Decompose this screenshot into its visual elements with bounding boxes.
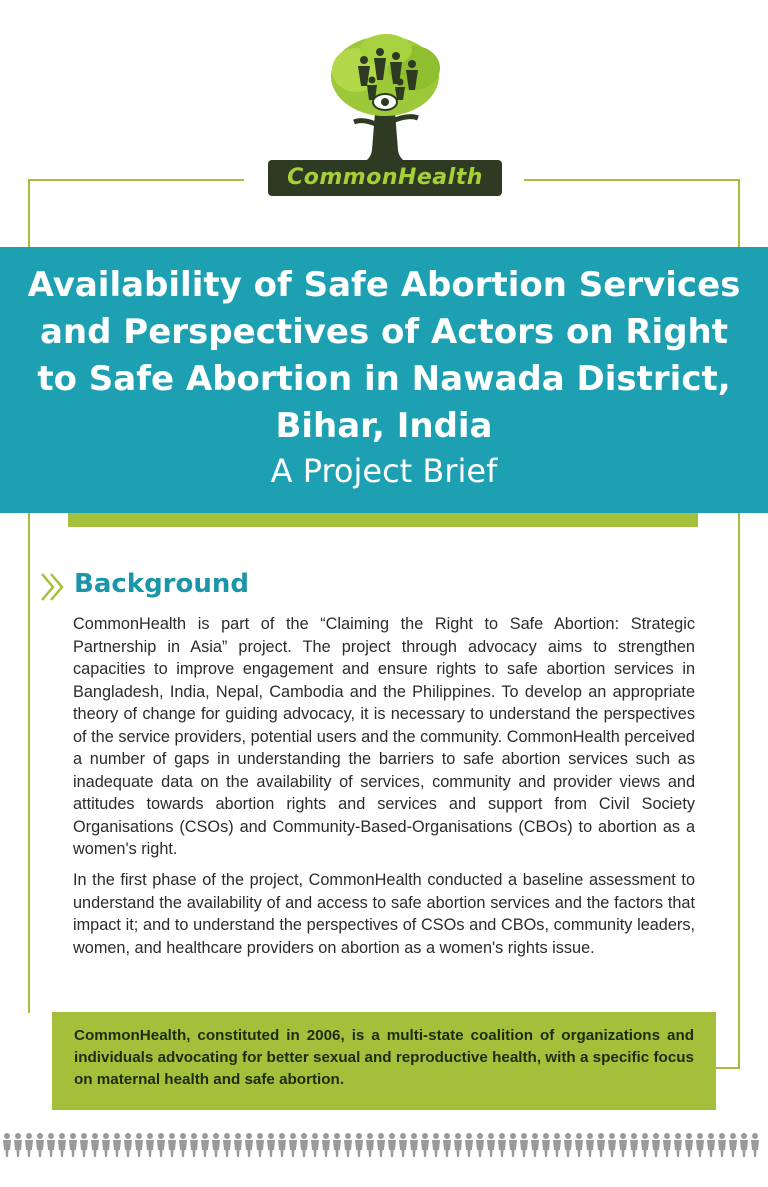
- frame-bottom-right-line: [716, 1067, 740, 1069]
- background-paragraph-1: CommonHealth is part of the “Claiming the Right to Safe Abortion: Strategic Partnership in Asia” project. The project through advocacy aims to strengthen capacities to improve engagement and ensure rights to safe abortion services in Bangladesh, India, Nepal, Cambodia and the Philippines. To develop an appropriate theory of change for guiding advocacy, it is necessary to understand the perspectives of the service providers, potential users and the community. CommonHealth perceived a number of gaps in understanding the barriers to safe abortion services such as inadequate data on the availability of services, community and provider views and attitudes towards abortion rights and services and support from Civil Society Organisations (CSOs) and Community-Based-Organisations (CBOs) to abortion as a women's right.: [73, 615, 695, 858]
- frame-right-line: [738, 179, 740, 247]
- info-box: [52, 1012, 716, 1110]
- page-subtitle: A Project Brief: [270, 452, 498, 490]
- frame-right-lower-line: [738, 513, 740, 1069]
- frame-left-lower-line: [28, 513, 30, 1013]
- people-strip-icon: [0, 1132, 768, 1158]
- background-paragraph-2: In the first phase of the project, CommonHealth conducted a baseline assessment to understand the availability of and access to safe abortion services and the factors that impact it; and to understand the perspectives of CSOs and CBOs, community leaders, women, and healthcare providers on abortion as a women's rights issue.: [73, 871, 695, 957]
- commonhealth-logo: [268, 30, 502, 198]
- double-chevron-icon: [40, 572, 66, 602]
- info-box-text: CommonHealth, constituted in 2006, is a multi-state coalition of organizations and individuals advocating for better sexual and reproductive health, with a specific focus on maternal health and safe abortion.: [74, 1027, 694, 1088]
- tree-logo-icon: [268, 30, 502, 164]
- logo-wordmark: CommonHealth: [268, 160, 502, 196]
- page-title: Availability of Safe Abortion Services and Perspectives of Actors on Right to Safe Abortion in Nawada District, Bihar, India: [27, 265, 741, 446]
- frame-left-line: [28, 179, 30, 247]
- title-accent-bar: [68, 513, 698, 527]
- frame-top-left-line: [28, 179, 244, 181]
- background-heading: Background: [74, 569, 249, 599]
- frame-top-right-line: [524, 179, 740, 181]
